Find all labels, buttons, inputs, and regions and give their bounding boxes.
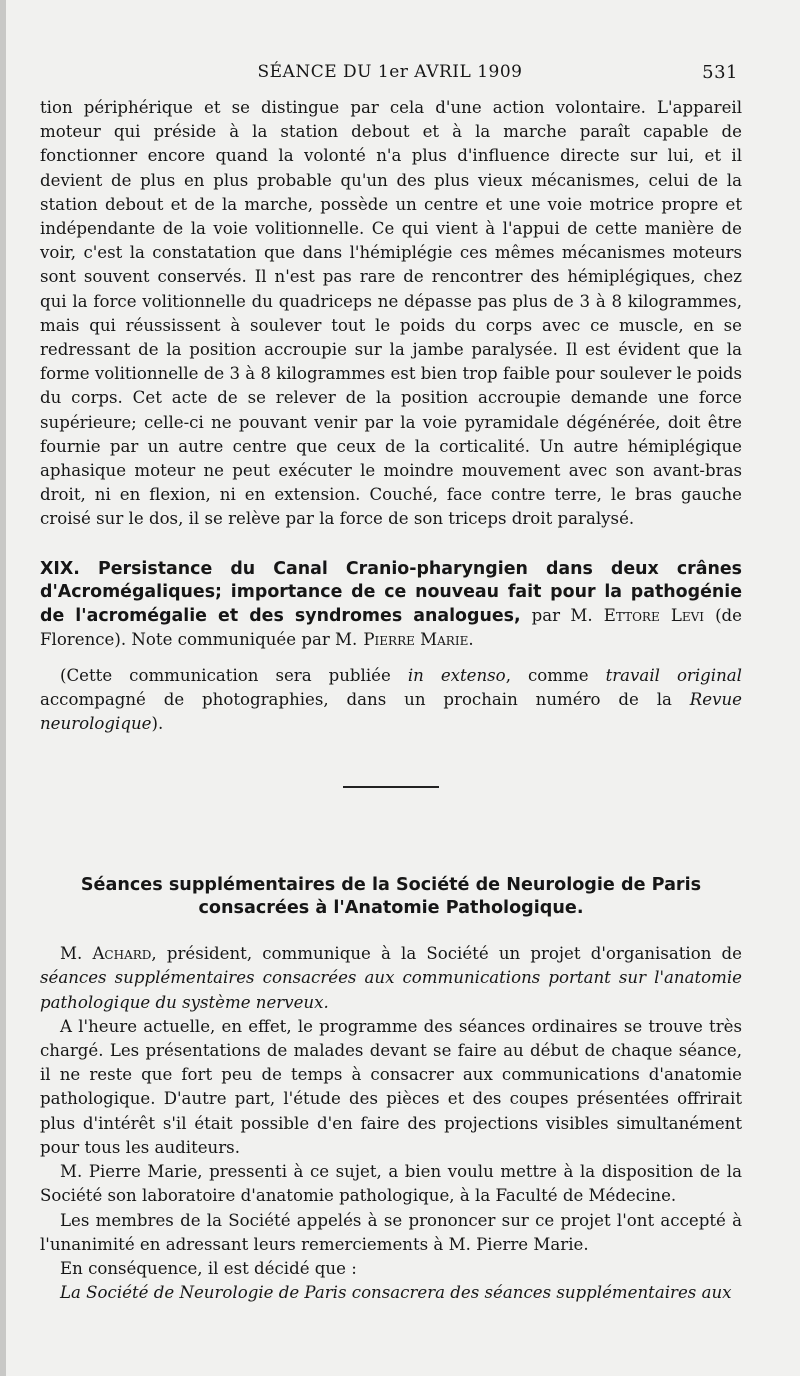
seances-paragraph-3: M. Pierre Marie, pressenti à ce sujet, a bien voulu mettre à la disposition de la Société son laboratoire d'anatomie pathologique, à la Faculté de Médecine. [40, 1162, 742, 1206]
author-last-name: Levi [670, 605, 704, 625]
section-divider [343, 786, 439, 788]
seances-paragraph-2: A l'heure actuelle, en effet, le programme des séances ordinaires se trouve très chargé. Les présentations de malades devant se faire au début de chaque séance, il ne reste que fort peu de temps à consacrer aux communications d'anatomie pathologique. D'autre part, l'étude des pièces et des coupes présentées offrirait plus d'intérêt s'il était possible d'en faire des projections visibles simultanément pour tous les auditeurs. [40, 1016, 742, 1157]
section-xix-title [40, 558, 742, 652]
seances-paragraph-6: La Société de Neurologie de Paris consacrera des séances supplémentaires aux [60, 1283, 732, 1303]
p1-name: Achard [92, 944, 152, 964]
intro-paragraph: tion périphérique et se distingue par cela d'une action volontaire. L'appareil moteur qui préside à la station debout et à la marche paraît capable de fonctionner encore quand la volonté n'a plus d'influence directe sur lui, et il devient de plus en plus probable qu'un des plus vieux mécanismes, celui de la station debout et de la marche, possède un centre et une voie motrice propre et indépendante de la voie volitionnelle. Ce qui vient à l'appui de cette manière de voir, c'est la constatation que dans l'hémiplégie ces mêmes mécanismes moteurs sont souvent conservés. Il n'est pas rare de rencontrer des hémiplégiques, chez qui la force volitionnelle du quadriceps ne dépasse pas plus de 3 à 8 kilogrammes, mais qui réussissent à soulever tout le poids du corps avec ce muscle, en se redressant de la position accroupie sur la jambe paralysée. Il est évident que la forme volitionnelle de 3 à 8 kilogrammes est bien trop faible pour soulever le poids du corps. Cet acte de se relever de la position accroupie demande une force supérieure; celle-ci ne pouvant venir par la voie pyramidale dégénérée, doit être fournie par un autre centre que ceux de la corticalité. Un autre hémiplégique aphasique moteur ne peut exécuter le moindre mouvement avec son avant-bras droit, ni en flexion, ni en extension. Couché, face contre terre, le bras gauche croisé sur le dos, il se relève par la force de son triceps droit paralysé. [40, 98, 743, 529]
seances-heading-line2: consacrées à l'Anatomie Pathologique. [198, 898, 584, 919]
page-number: 531 [702, 62, 738, 83]
section-title-text: Persistance du Canal Cranio-pharyngien dans deux crânes d'Acromégaliques; importance de ce nouveau fait pour la pathogénie de l'acromégalie et des syndromes analogues, [40, 558, 742, 626]
running-title: SÉANCE DU 1er AVRIL 1909 [257, 62, 523, 82]
p1-m: M. [60, 944, 83, 964]
author-first-name: Ettore [603, 605, 660, 625]
note-after: accompagné de photographies, dans un prochain numéro de la [40, 689, 672, 709]
note-open: (Cette communication sera publiée [60, 665, 391, 685]
seances-body [40, 942, 742, 1305]
seances-heading-line1: Séances supplémentaires de la Société de Neurologie de Paris [80, 875, 702, 896]
publication-note [40, 664, 742, 737]
page-edge-shadow [0, 0, 6, 1376]
seances-paragraph-4: Les membres de la Société appelés à se prononcer sur ce projet l'ont accepté à l'unanimité en adressant leurs remerciements à M. Pierre Marie. [40, 1210, 742, 1254]
section-xix [40, 558, 742, 737]
presenter-name: Pierre Marie. [363, 629, 474, 649]
seances-heading [40, 874, 742, 920]
seances-paragraph-1 [40, 942, 742, 1015]
note-close: ). [151, 714, 164, 734]
seances-paragraph-5: En conséquence, il est décidé que : [60, 1258, 357, 1278]
note-mid: , comme [505, 665, 589, 685]
section-numeral: XIX. [40, 558, 80, 579]
note-in-extenso: in extenso [407, 665, 506, 685]
p1-italic: séances supplémentaires consacrées aux communications portant sur l'anatomie pathologique du système nerveux. [40, 968, 742, 1012]
note-travail: travail original [605, 665, 742, 685]
by-text: par M. [531, 605, 593, 625]
page-content [40, 96, 742, 1305]
p1-text: , président, communique à la Société un projet d'organisation de [151, 944, 742, 964]
note-revue: Revue neurologique [40, 689, 742, 734]
page-header [40, 58, 740, 88]
author-place: (de Florence). Note communiquée par M. [40, 605, 742, 649]
